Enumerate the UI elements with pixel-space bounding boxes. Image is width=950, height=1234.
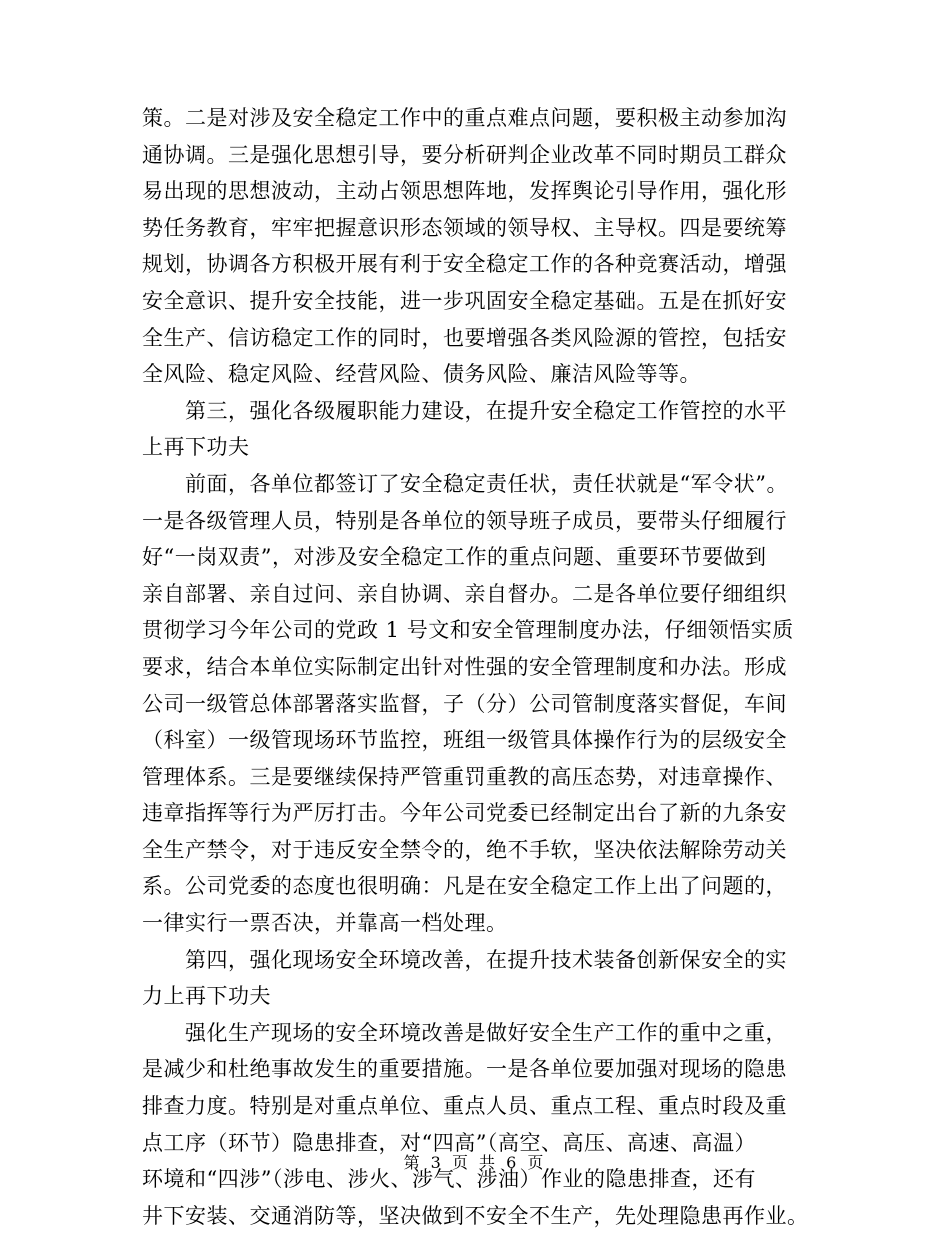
text-line: 全生产、信访稳定工作的同时，也要增强各类风险源的管控，包括安 [142, 325, 787, 350]
text-line: 易出现的思想波动，主动占领思想阵地，发挥舆论引导作用，强化形 [142, 179, 787, 204]
text-line: 策。二是对涉及安全稳定工作中的重点难点问题，要积极主动参加沟 [142, 106, 787, 130]
text-line: （科室）一级管现场环节监控，班组一级管具体操作行为的层级安全 [142, 728, 787, 753]
text-line: 规划，协调各方积极开展有利于安全稳定工作的各种竞赛活动，增强 [142, 252, 787, 277]
text-line: 前面，各单位都签订了安全稳定责任状，责任状就是“军令状”。 [142, 471, 788, 496]
text-line: 系。公司党委的态度也很明确：凡是在安全稳定工作上出了问题的， [142, 874, 787, 899]
text-line: 亲自部署、亲自过问、亲自协调、亲自督办。二是各单位要仔细组织 [142, 581, 787, 606]
text-line: 是减少和杜绝事故发生的重要措施。一是各单位要加强对现场的隐患 [142, 1057, 787, 1082]
text-line: 全风险、稳定风险、经营风险、债务风险、廉洁风险等等。 [142, 362, 701, 387]
text-line: 力上再下功夫 [142, 984, 271, 1009]
text-line: 一是各级管理人员，特别是各单位的领导班子成员，要带头仔细履行 [142, 508, 787, 533]
text-line: 通协调。三是强化思想引导，要分析研判企业改革不同时期员工群众 [142, 142, 787, 167]
text-line: 安全意识、提升安全技能，进一步巩固安全稳定基础。五是在抓好安 [142, 288, 787, 313]
text-line: 强化生产现场的安全环境改善是做好安全生产工作的重中之重， [142, 1020, 787, 1045]
text-line: 排查力度。特别是对重点单位、重点人员、重点工程、重点时段及重 [142, 1094, 787, 1119]
text-line: 全生产禁令，对于违反安全禁令的，绝不手软，坚决依法解除劳动关 [142, 837, 787, 862]
text-line: 第四，强化现场安全环境改善，在提升技术装备创新保安全的实 [142, 947, 787, 972]
text-line: 公司一级管总体部署落实监督，子（分）公司管制度落实督促，车间 [142, 691, 787, 716]
text-line: 违章指挥等行为严厉打击。今年公司党委已经制定出台了新的九条安 [142, 801, 787, 826]
text-line: 井下安装、交通消防等，坚决做到不安全不生产，先处理隐患再作业。 [142, 1203, 809, 1228]
text-line: 好“一岗双责”，对涉及安全稳定工作的重点问题、重要环节要做到 [142, 545, 767, 570]
text-line: 上再下功夫 [142, 435, 250, 460]
text-line: 环境和“四涉”（涉电、涉火、涉气、涉油）作业的隐患排查，还有 [142, 1167, 756, 1192]
text-line: 一律实行一票否决，并靠高一档处理。 [142, 911, 508, 936]
text-line: 势任务教育，牢牢把握意识形态领域的领导权、主导权。四是要统筹 [142, 215, 787, 240]
text-line: 第三，强化各级履职能力建设，在提升安全稳定工作管控的水平 [142, 398, 787, 423]
text-line: 贯彻学习今年公司的党政 1 号文和安全管理制度办法，仔细领悟实质 [142, 618, 794, 643]
page-footer: 第 3 页 共 6 页 [403, 1153, 547, 1172]
text-line: 管理体系。三是要继续保持严管重罚重教的高压态势，对违章操作、 [142, 764, 787, 789]
text-line: 点工序（环节）隐患排查，对“四高”（高空、高压、高速、高温） [142, 1130, 756, 1155]
document-body [142, 100, 822, 1234]
text-line: 要求，结合本单位实际制定出针对性强的安全管理制度和办法。形成 [142, 654, 787, 679]
